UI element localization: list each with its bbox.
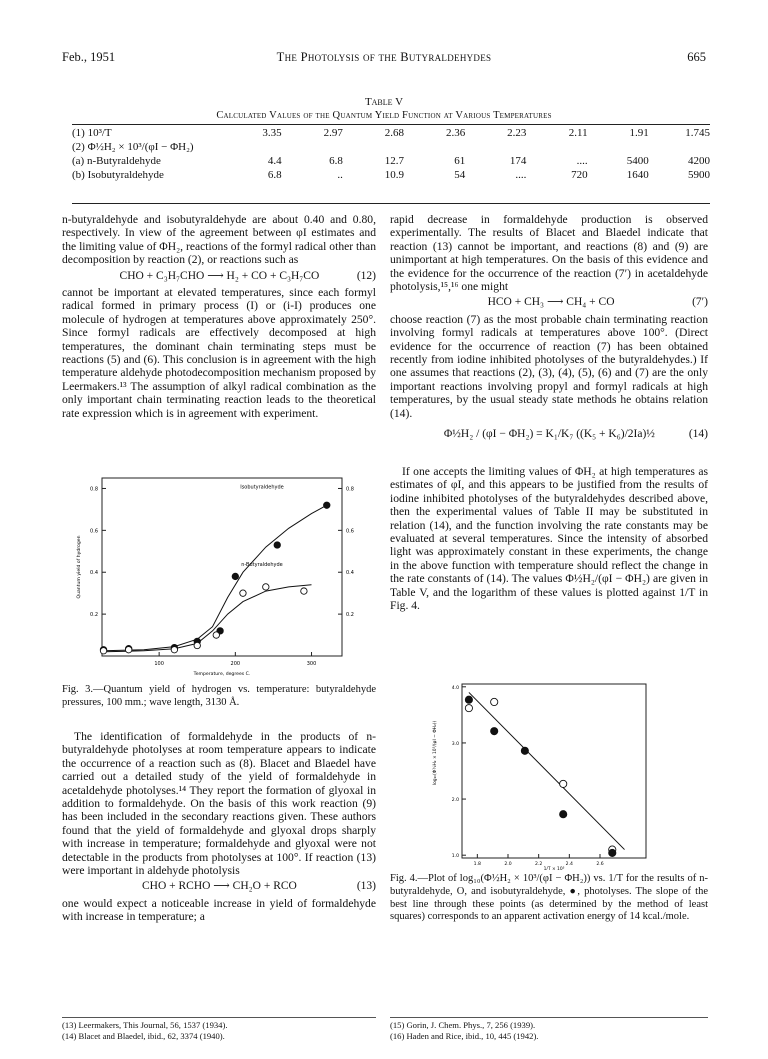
x-tick-label: 300: [306, 661, 317, 667]
table-label: Table V: [364, 96, 404, 108]
equation-number: (13): [356, 880, 376, 893]
table-cell: 2.23: [507, 127, 527, 139]
footnotes-right: [390, 1017, 708, 1042]
x-tick-label: 2.2: [535, 862, 543, 867]
y-tick-label: 3.0: [451, 741, 459, 747]
table-rule: [72, 203, 710, 204]
table-cell: 10.9: [384, 169, 405, 181]
paragraph: n-butyraldehyde and isobutyraldehyde are about 0.40 and 0.80, respectively. In view of the agreement between φI estimates and the limiting value of ΦH₂, reactions of the formyl radical other than decomposition by reaction (2), or reactions such as: [62, 213, 376, 267]
y-tick-label: 0.4: [346, 570, 354, 577]
y-tick-label: 4.0: [451, 685, 459, 691]
y-tick-label: 0.2: [90, 612, 98, 619]
equation-text: HCO + CH₃ ⟶ CH₄ + CO: [487, 296, 615, 309]
table-cell: 720: [571, 169, 588, 181]
equation-7prime: [390, 296, 708, 309]
table-cell: 61: [454, 155, 466, 167]
table-row-label: (1) 10³/T: [72, 127, 112, 139]
y-axis-label: log₁₀(Φ½H₂ × 10³/(φI − ΦH₂)): [433, 720, 438, 786]
x-tick-label: 2.4: [565, 862, 573, 867]
x-tick-label: 2.6: [596, 862, 604, 867]
table-cell: 12.7: [384, 155, 405, 167]
best-fit-line: [469, 692, 625, 849]
table-cell: 2.97: [323, 127, 343, 139]
data-point: [521, 747, 528, 754]
equation-14: [390, 428, 708, 441]
table-cell: 3.35: [262, 127, 282, 139]
table-rule: [72, 124, 710, 125]
table-row: [72, 154, 710, 168]
data-point: [171, 647, 177, 653]
series-label: Isobutyraldehyde: [240, 484, 284, 491]
paragraph: choose reaction (7) as the most probable chain terminating reaction involving formyl radicals at temperatures above 100°. (Direct evidence for the occurrence of reaction (7) has been obtained recently from iodine inhibited photolyses of the butyraldehydes.) If one assumes that reactions (2), (3), (4), (5), (6) and (7) are the only important reactions involving propyl and formyl radicals at high temperatures, by the usual steady state methods he obtains relation (14).: [390, 312, 708, 420]
x-tick-label: 100: [154, 661, 164, 667]
table-cell: ....: [515, 169, 527, 181]
paragraph: If one accepts the limiting values of ΦH₂ at high temperatures as estimates of φI, and this appears to be justified from the results of iodine inhibited photolyses of the butyraldehydes described above, then the experimental values of Table II may be substituted in relation (14), and the function involving the rate constants may be evaluated at several temperatures. Since the intensity of absorbed light was approximately constant in these experiments, the change in the above function with temperature should reflect the change in the rate constants of (14). The values Φ½H₂/(φI − ΦH₂) are given in Table V, and the logarithm of these values is plotted against 1/T in Fig. 4.: [390, 465, 708, 613]
table-cell: 4.4: [267, 155, 282, 167]
running-header-title: The Photolysis of the Butyraldehydes: [276, 50, 492, 64]
x-axis-label: Temperature, degrees C.: [193, 672, 251, 677]
figure-3-caption: Fig. 3.—Quantum yield of hydrogen vs. temperature: butyraldehyde pressures, 100 mm.; wave length, 3130 Å.: [62, 684, 376, 708]
y-tick-label: 2.0: [451, 798, 459, 804]
table-row: [72, 140, 710, 154]
running-header-date: Feb., 1951: [62, 50, 116, 64]
equation-13: [62, 880, 376, 893]
x-tick-label: 2.0: [504, 862, 512, 867]
x-tick-label: 200: [230, 661, 241, 667]
body-column-left-bottom: [62, 730, 376, 924]
data-point: [491, 698, 498, 705]
footnote: (13) Leermakers, This Journal, 56, 1537 (1934).: [62, 1020, 228, 1030]
equation-number: (12): [356, 269, 376, 282]
data-point: [491, 728, 498, 735]
equation-text: CHO + C₃H₇CHO ⟶ H₂ + CO + C₃H₇CO: [119, 269, 320, 282]
paragraph: rapid decrease in formaldehyde production is observed experimentally. The results of Blacet and Blaedel indicate that reaction (13) cannot be important, and reactions (8) and (9) are unimportant at high temperatures. On the basis of this evidence and the evidence for the occurrence of the reaction (7′) in acetaldehyde photolysis,¹⁵,¹⁶ one might: [390, 213, 708, 294]
table-cell: 174: [509, 155, 527, 167]
table-row: [72, 126, 710, 140]
y-tick-label: 1.0: [451, 854, 459, 860]
data-point: [194, 642, 200, 648]
y-tick-label: 0.6: [90, 528, 98, 535]
data-point: [263, 584, 269, 590]
table-row-label: (a) n-Butyraldehyde: [72, 155, 161, 167]
series-label: n-Butyraldehyde: [241, 561, 283, 568]
figure-4-caption: Fig. 4.—Plot of log₁₀(Φ½H₂ × 10³/(φI − ΦH₂)) vs. 1/T for the results of n-butyraldehyde, O, and isobutyraldehyde, ●, photolyses. The slope of the best line through these points (as determined by the method of least squares) corresponds to an apparent activation energy of 14 kcal./mole.: [390, 873, 708, 923]
table-cell: 1.745: [685, 127, 710, 139]
data-point: [560, 780, 567, 787]
table-cell: 2.11: [568, 127, 588, 139]
data-point: [240, 590, 246, 596]
data-point: [324, 502, 330, 508]
data-point: [213, 632, 219, 638]
footnotes-left: [62, 1017, 376, 1042]
equation-number: (14): [688, 428, 708, 441]
table-cell: ....: [576, 155, 588, 167]
data-point: [100, 648, 106, 654]
table-cell: ..: [337, 169, 343, 181]
footnote: (15) Gorin, J. Chem. Phys., 7, 256 (1939).: [390, 1020, 536, 1030]
equation-text: CHO + RCHO ⟶ CH₂O + RCO: [141, 880, 297, 893]
data-point: [465, 696, 472, 703]
table-cell: 4200: [688, 155, 710, 167]
table-cell: 5400: [626, 155, 649, 167]
data-point: [560, 811, 567, 818]
table-cell: 6.8: [329, 155, 343, 167]
y-tick-label: 0.4: [90, 570, 98, 577]
y-tick-label: 0.6: [346, 528, 354, 535]
page-number: 665: [687, 50, 706, 64]
table-cell: 6.8: [267, 169, 282, 181]
table-row: [72, 168, 710, 182]
data-point: [125, 647, 131, 653]
data-table: [72, 126, 710, 182]
table-row-label: (b) Isobutyraldehyde: [72, 169, 164, 181]
y-tick-label: 0.8: [90, 486, 98, 493]
footnote: (14) Blacet and Blaedel, ibid., 62, 3374 (1940).: [62, 1031, 225, 1041]
series-curve: [104, 585, 312, 652]
x-axis-label: 1/T × 10³: [543, 867, 565, 870]
data-point: [609, 849, 616, 856]
plot-frame: [462, 684, 646, 858]
equation-text: Φ½H₂ / (φI − ΦH₂) = K₁/K₇ ((K₅ + K₆)/2Ia)½: [443, 428, 655, 441]
figure-3-chart: [72, 468, 368, 680]
table-cell: 2.68: [384, 127, 405, 139]
body-column-right-top: [390, 213, 708, 445]
y-tick-label: 0.2: [346, 612, 354, 619]
body-column-right-bottom: [390, 465, 708, 612]
table-row-label: (2) Φ½H₂ × 10³/(φI − ΦH₂): [72, 141, 194, 153]
data-point: [301, 588, 307, 594]
paragraph: The identification of formaldehyde in the products of n-butyraldehyde photolyses at room temperature appears to indicate the occurrence of a reaction such as (8). Blacet and Blaedel have carried out a detailed study of the yield of formaldehyde in acetaldehyde photolyses.¹⁴ They report the formation of glyoxal in addition to formaldehyde. On the basis of this work reaction (9) has been included in the secondary reactions given. These authors found that the yield of formaldehyde and glyoxal drops sharply with increase in temperature; formaldehyde and glyoxal were not detectable in the products from photolyses at 100°. If reaction (13) were important in aldehyde photolysis: [62, 730, 376, 878]
table-caption: Calculated Values of the Quantum Yield Function at Various Temperatures: [216, 110, 552, 121]
paragraph: one would expect a noticeable increase in yield of formaldehyde with increase in temperature; a: [62, 896, 376, 924]
data-point: [274, 542, 280, 548]
figure-4-chart: [420, 680, 660, 870]
data-point: [232, 573, 238, 579]
table-cell: 2.36: [445, 127, 466, 139]
equation-12: [62, 270, 376, 283]
body-column-left-top: [62, 213, 376, 420]
y-tick-label: 0.8: [346, 486, 354, 493]
x-tick-label: 1.8: [473, 862, 481, 867]
series-curve: [104, 505, 327, 651]
table-cell: 1.91: [629, 127, 649, 139]
y-axis-label: Quantum yield of hydrogen: [77, 535, 82, 599]
table-cell: 5900: [688, 169, 710, 181]
equation-number: (7′): [692, 296, 708, 309]
table-cell: 54: [454, 169, 466, 181]
table-cell: 1640: [626, 169, 649, 181]
paragraph: cannot be important at elevated temperatures, since each formyl radical formed in primary process (I) or (i-I) produces one molecule of hydrogen at temperatures above approximately 250°. Since formyl radicals are effectively decomposed at high temperatures, the dominant chain terminating steps must be reactions (5) and (6). This conclusion is in agreement with the high temperature aldehyde photodecomposition mechanism proposed by Leermakers.¹³ The assumption of alkyl radical combination as the only important chain terminating reaction leads to the theoretical rate expression which is in agreement with experiment.: [62, 286, 376, 420]
data-point: [465, 705, 472, 712]
footnote: (16) Haden and Rice, ibid., 10, 445 (1942).: [390, 1031, 539, 1041]
